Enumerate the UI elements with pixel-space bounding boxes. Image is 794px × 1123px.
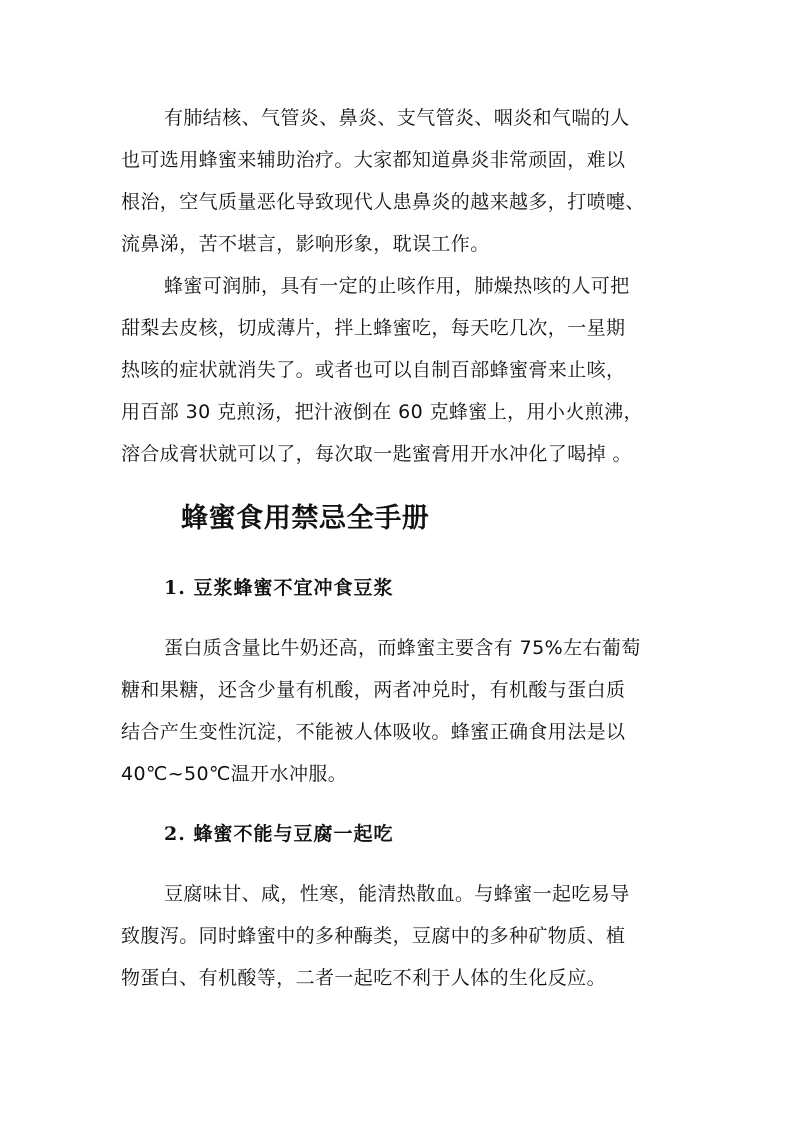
- paragraph-line: 也可选用蜂蜜来辅助治疗。大家都知道鼻炎非常顽固，难以: [121, 149, 626, 171]
- paragraph-line: 蜂蜜可润肺，具有一定的止咳作用，肺燥热咳的人可把: [164, 275, 630, 297]
- paragraph-line: 甜梨去皮核，切成薄片，拌上蜂蜜吃，每天吃几次，一星期: [121, 317, 626, 339]
- paragraph-line: 40℃~50℃温开水冲服。: [121, 763, 348, 785]
- section-title: 蜂蜜食用禁忌全手册: [181, 503, 430, 534]
- paragraph-line: 结合产生变性沉淀，不能被人体吸收。蜂蜜正确食用法是以: [121, 721, 626, 743]
- paragraph-line: 溶合成膏状就可以了，每次取一匙蜜膏用开水冲化了喝掉 。: [121, 443, 632, 465]
- paragraph-line: 物蛋白、有机酸等，二者一起吃不利于人体的生化反应。: [121, 967, 607, 989]
- paragraph-line: 豆腐味甘、咸，性寒，能清热散血。与蜂蜜一起吃易导: [164, 883, 630, 905]
- paragraph-line: 用百部 30 克煎汤，把汁液倒在 60 克蜂蜜上，用小火煎沸，: [121, 401, 643, 423]
- paragraph-line: 根治，空气质量恶化导致现代人患鼻炎的越来越多，打喷嚏、: [121, 191, 645, 213]
- item-heading: 2. 蜂蜜不能与豆腐一起吃: [164, 823, 394, 845]
- item-heading: 1. 豆浆蜂蜜不宜冲食豆浆: [164, 577, 394, 599]
- paragraph-line: 有肺结核、气管炎、鼻炎、支气管炎、咽炎和气喘的人: [164, 107, 630, 129]
- paragraph-line: 致腹泻。同时蜂蜜中的多种酶类，豆腐中的多种矿物质、植: [121, 925, 626, 947]
- paragraph-line: 流鼻涕，苦不堪言，影响形象，耽误工作。: [121, 233, 490, 255]
- paragraph-line: 蛋白质含量比牛奶还高，而蜂蜜主要含有 75%左右葡萄: [164, 637, 641, 659]
- paragraph-line: 糖和果糖，还含少量有机酸，两者冲兑时，有机酸与蛋白质: [121, 679, 626, 701]
- paragraph-line: 热咳的症状就消失了。或者也可以自制百部蜂蜜膏来止咳，: [121, 359, 626, 381]
